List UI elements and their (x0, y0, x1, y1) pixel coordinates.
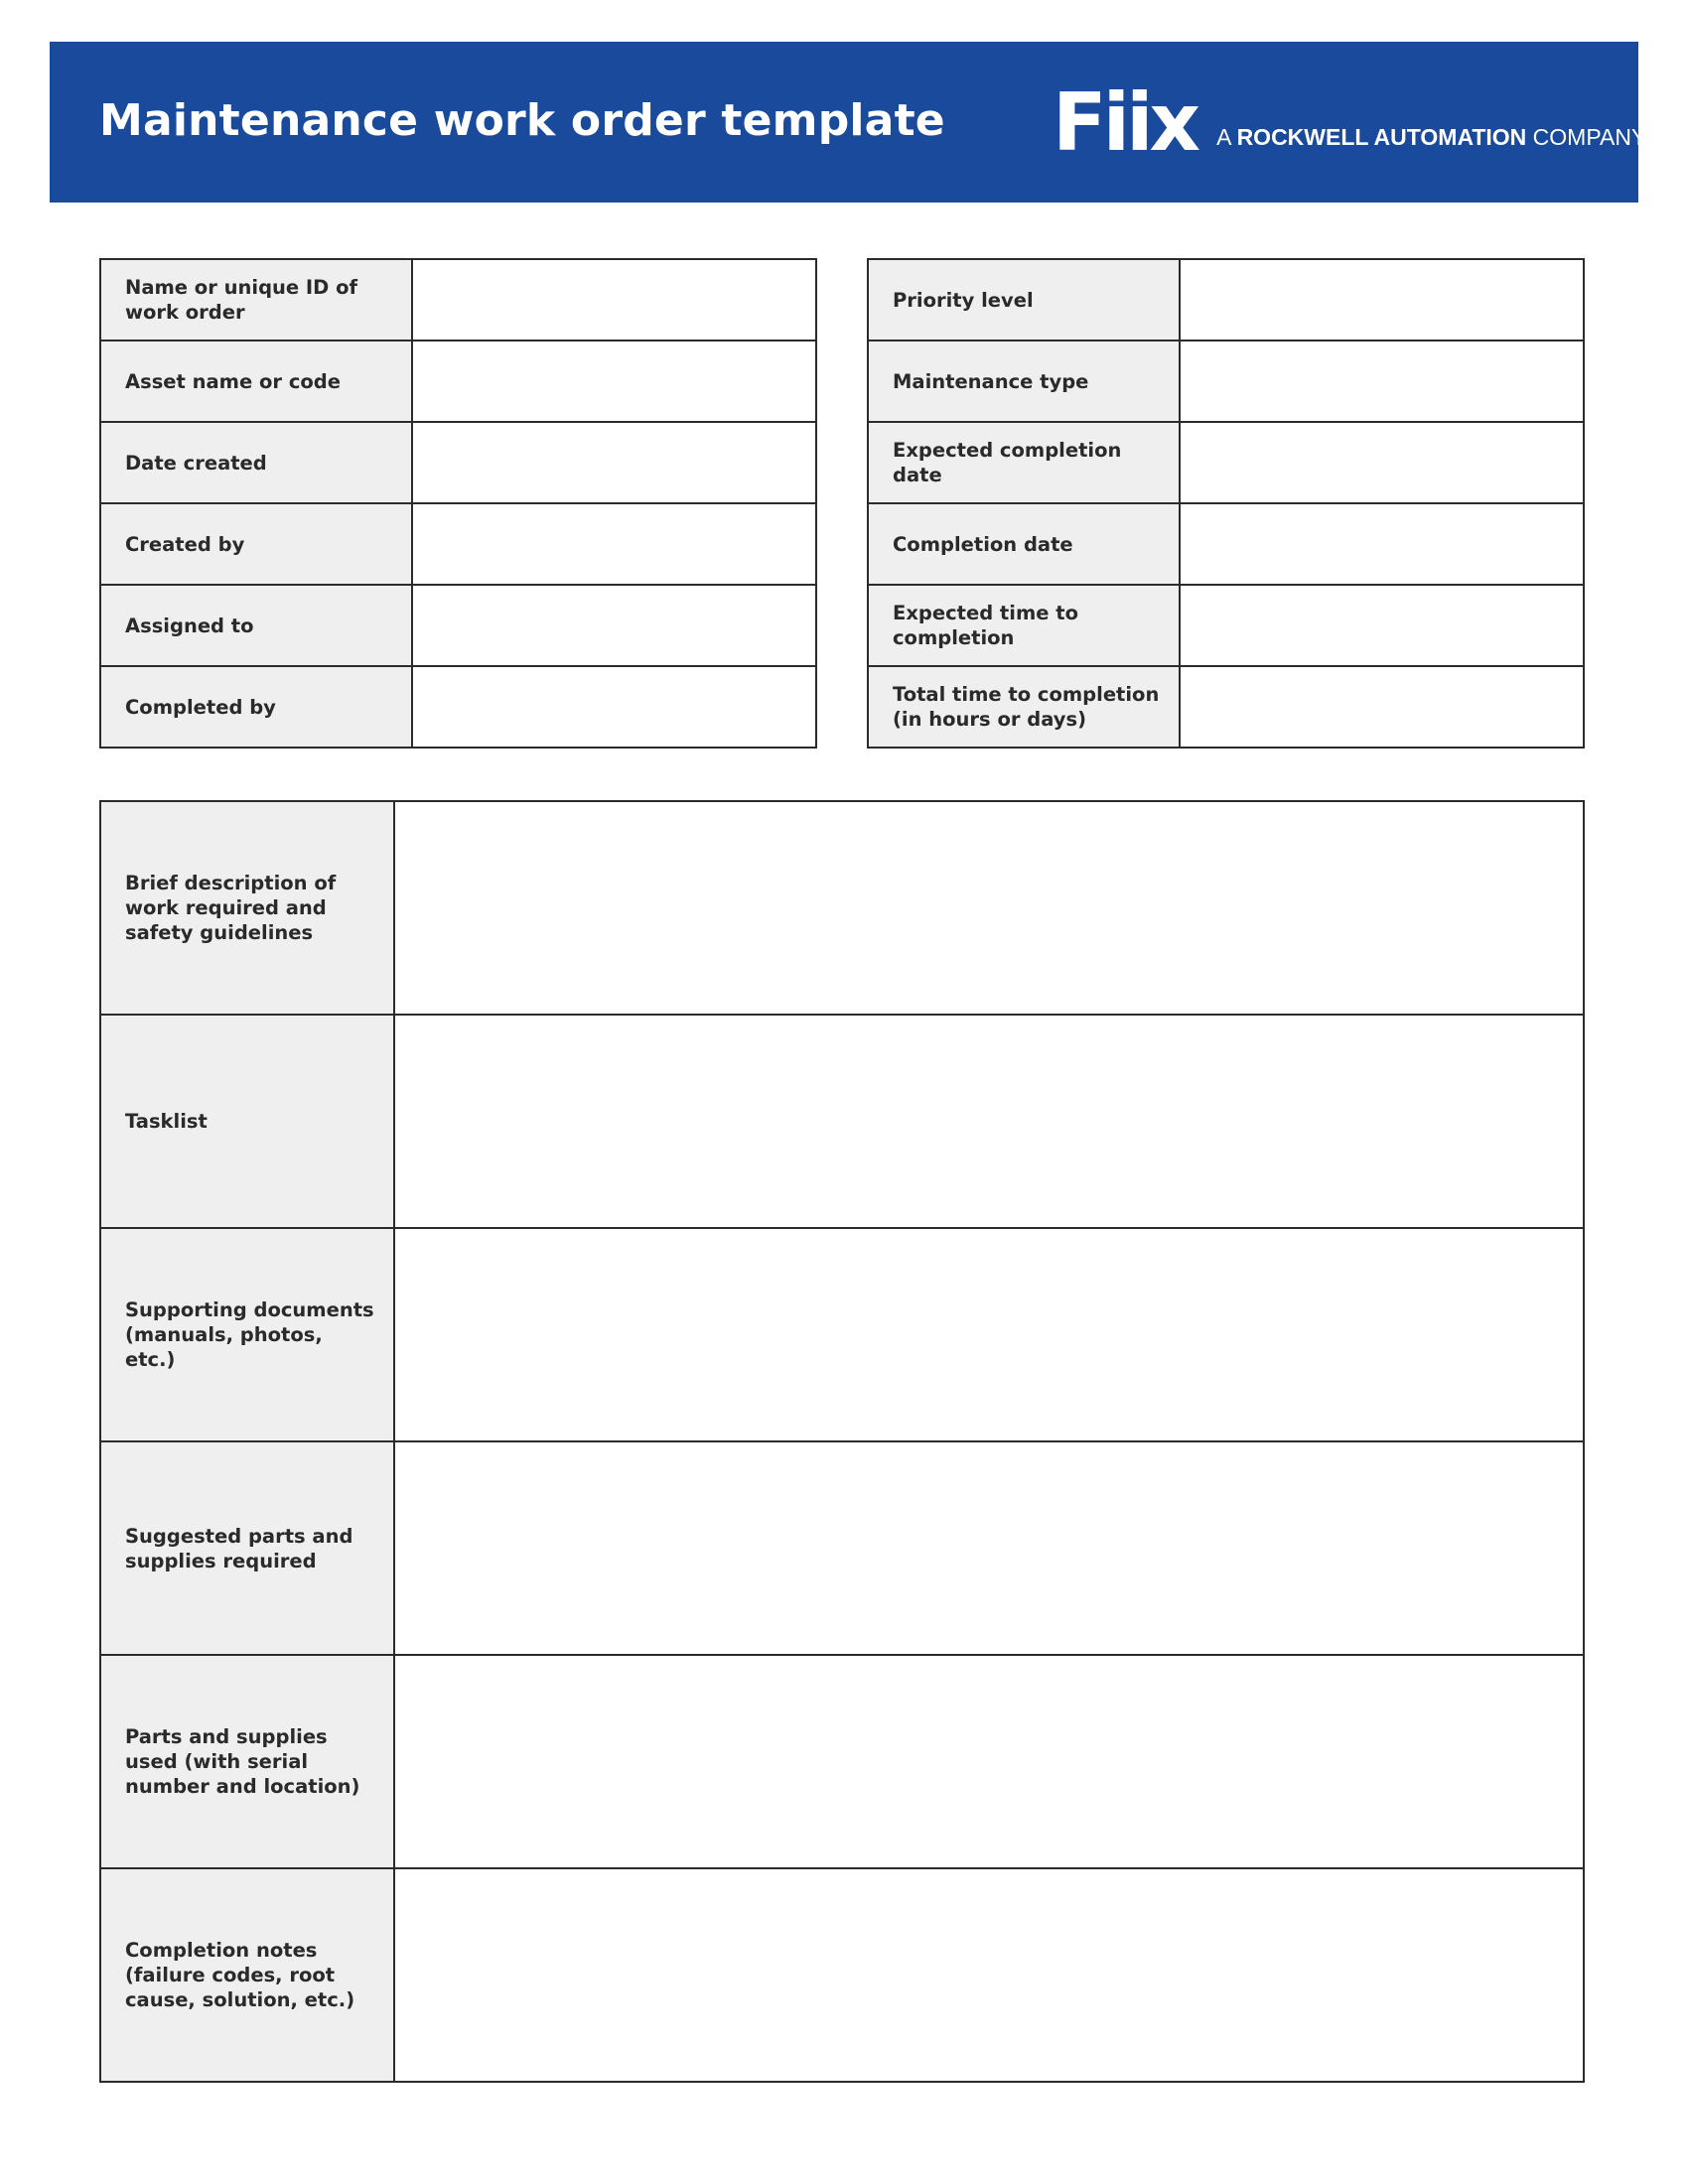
field-label-description: Brief description of work required and safety guidelines (100, 801, 394, 1015)
field-label-work-order-id: Name or unique ID of work order (100, 259, 412, 341)
form-row (100, 422, 816, 503)
form-row (100, 666, 816, 748)
field-input-completion-notes[interactable] (394, 1868, 1584, 2082)
field-label-created-by: Created by (100, 503, 412, 585)
field-label-priority-level: Priority level (868, 259, 1180, 341)
field-input-work-order-id[interactable] (412, 259, 816, 341)
form-row (868, 585, 1584, 666)
form-row (100, 259, 816, 341)
form-row (100, 1015, 1584, 1228)
logo-tagline (1216, 124, 1646, 151)
field-input-supporting-documents[interactable] (394, 1228, 1584, 1441)
form-row (100, 1441, 1584, 1655)
field-input-priority-level[interactable] (1180, 259, 1584, 341)
field-input-parts-used[interactable] (394, 1655, 1584, 1868)
field-label-parts-used: Parts and supplies used (with serial number and location) (100, 1655, 394, 1868)
field-input-completion-date[interactable] (1180, 503, 1584, 585)
field-label-completed-by: Completed by (100, 666, 412, 748)
field-input-tasklist[interactable] (394, 1015, 1584, 1228)
form-row (868, 503, 1584, 585)
fiix-logo (1053, 76, 1647, 169)
field-label-date-created: Date created (100, 422, 412, 503)
form-row (100, 1228, 1584, 1441)
field-input-assigned-to[interactable] (412, 585, 816, 666)
work-details-table (99, 800, 1585, 2083)
field-label-total-time: Total time to completion (in hours or days) (868, 666, 1180, 748)
field-label-tasklist: Tasklist (100, 1015, 394, 1228)
field-input-asset-name[interactable] (412, 341, 816, 422)
field-input-expected-time[interactable] (1180, 585, 1584, 666)
form-row (868, 259, 1584, 341)
header-banner (50, 42, 1647, 203)
field-label-maintenance-type: Maintenance type (868, 341, 1180, 422)
field-label-supporting-documents: Supporting documents (manuals, photos, etc.) (100, 1228, 394, 1441)
form-row (100, 1868, 1584, 2082)
logo-wordmark: Fiix (1053, 76, 1197, 169)
field-input-expected-completion-date[interactable] (1180, 422, 1584, 503)
form-row (868, 422, 1584, 503)
form-row (100, 585, 816, 666)
field-input-completed-by[interactable] (412, 666, 816, 748)
form-row (100, 801, 1584, 1015)
field-label-completion-notes: Completion notes (failure codes, root cause, solution, etc.) (100, 1868, 394, 2082)
form-row (100, 341, 816, 422)
field-label-assigned-to: Assigned to (100, 585, 412, 666)
form-row (100, 1655, 1584, 1868)
tagline-prefix: A (1216, 124, 1237, 150)
form-row (868, 341, 1584, 422)
field-input-total-time[interactable] (1180, 666, 1584, 748)
field-label-expected-completion-date: Expected completion date (868, 422, 1180, 503)
tagline-company: ROCKWELL AUTOMATION (1236, 124, 1527, 150)
tagline-suffix: COMPANY (1526, 124, 1647, 150)
field-input-maintenance-type[interactable] (1180, 341, 1584, 422)
field-input-created-by[interactable] (412, 503, 816, 585)
page-title: Maintenance work order template (99, 95, 945, 146)
field-label-completion-date: Completion date (868, 503, 1180, 585)
field-label-asset-name: Asset name or code (100, 341, 412, 422)
work-order-info-table (99, 258, 817, 749)
field-input-date-created[interactable] (412, 422, 816, 503)
form-row (868, 666, 1584, 748)
field-input-suggested-parts[interactable] (394, 1441, 1584, 1655)
field-label-suggested-parts: Suggested parts and supplies required (100, 1441, 394, 1655)
schedule-info-table (867, 258, 1585, 749)
field-input-description[interactable] (394, 801, 1584, 1015)
form-row (100, 503, 816, 585)
field-label-expected-time: Expected time to completion (868, 585, 1180, 666)
